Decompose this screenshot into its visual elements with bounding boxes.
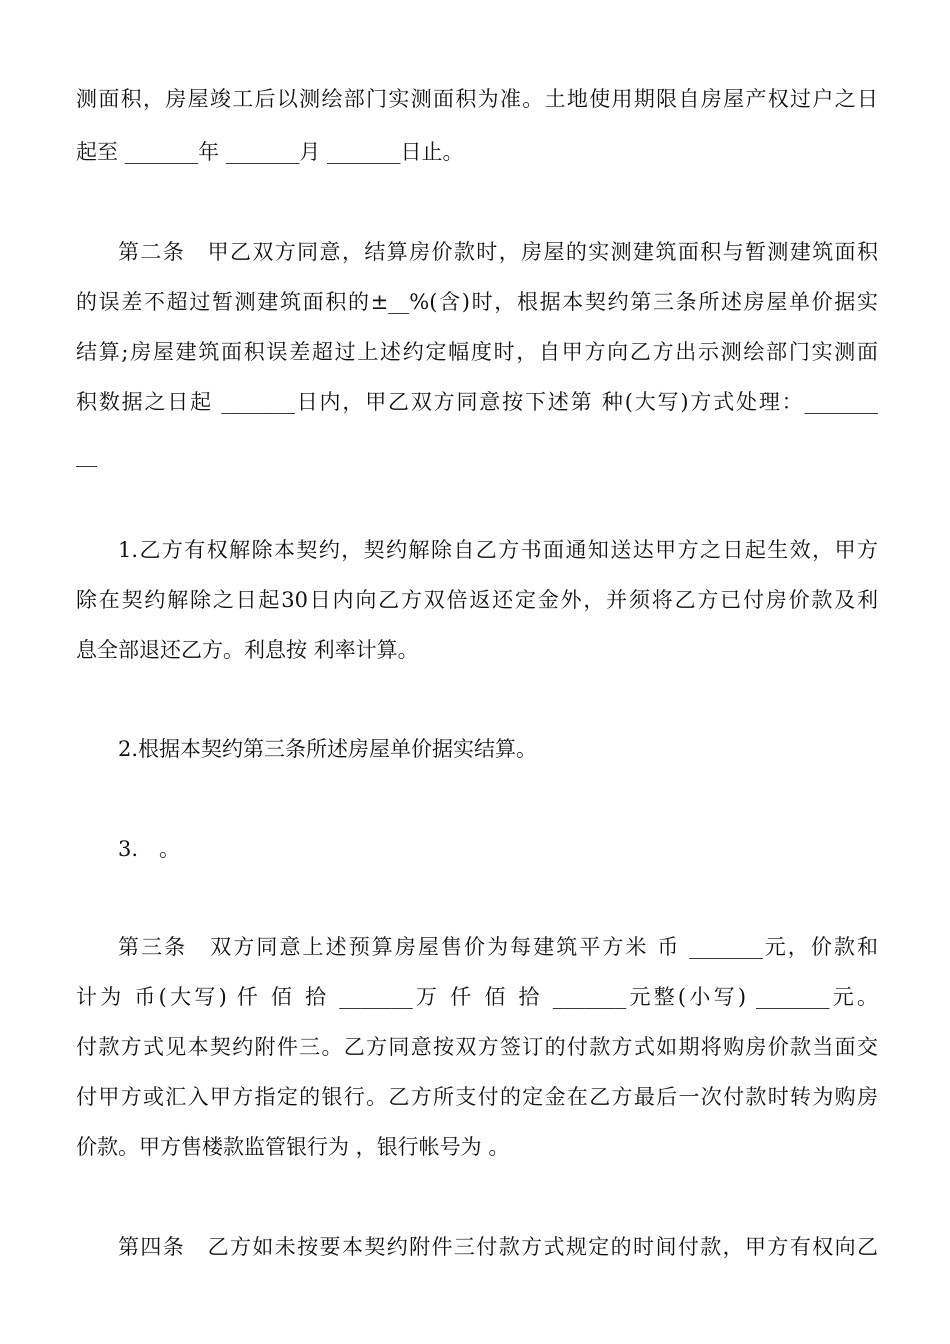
text-line: 结算;房屋建筑面积误差超过上述约定幅度时，自甲方向乙方出示测绘部门实测面 (76, 340, 878, 364)
text-line: 测面积，房屋竣工后以测绘部门实测面积为准。土地使用期限自房屋产权过户之日 (76, 87, 878, 111)
article-heading-line: 第四条 乙方如未按要本契约附件三付款方式规定的时间付款，甲方有权向乙 (118, 1235, 878, 1259)
text-line: 的误差不超过暂测建筑面积的±__%(含)时，根据本契约第三条所述房屋单价据实 (76, 290, 878, 314)
text-line: 计为 币(大写) 仟 佰 拾 _______万 仟 佰 拾 _______元整(小写) _______元。 (76, 985, 878, 1009)
text-line: 付甲方或汇入甲方指定的银行。乙方所支付的定金在乙方最后一次付款时转为购房 (76, 1085, 878, 1109)
text-line: 价款。甲方售楼款监管银行为 ，银行帐号为 。 (76, 1135, 510, 1159)
list-item-line: 2.根据本契约第三条所述房屋单价据实结算。 (118, 737, 538, 761)
article-heading-line: 第三条 双方同意上述预算房屋售价为每建筑平方米 币 _______元，价款和 (118, 935, 878, 959)
list-item-line: 3. 。 (118, 837, 181, 861)
text-line: 积数据之日起 _______日内，甲乙双方同意按下述第 种(大写)方式处理：_______ (76, 390, 878, 414)
text-line: 起至 _______年 _______月 _______日止。 (76, 140, 464, 164)
text-line: 付款方式见本契约附件三。乙方同意按双方签订的付款方式如期将购房价款当面交 (76, 1035, 878, 1059)
text-line: 除在契约解除之日起30日内向乙方双倍返还定金外，并须将乙方已付房价款及利 (76, 588, 878, 612)
text-line: 息全部退还乙方。利息按 利率计算。 (76, 638, 419, 662)
list-item-line: 1.乙方有权解除本契约，契约解除自乙方书面通知送达甲方之日起生效，甲方 (118, 538, 878, 562)
text-line: __ (76, 443, 97, 467)
article-heading-line: 第二条 甲乙双方同意，结算房价款时，房屋的实测建筑面积与暂测建筑面积 (118, 240, 878, 264)
